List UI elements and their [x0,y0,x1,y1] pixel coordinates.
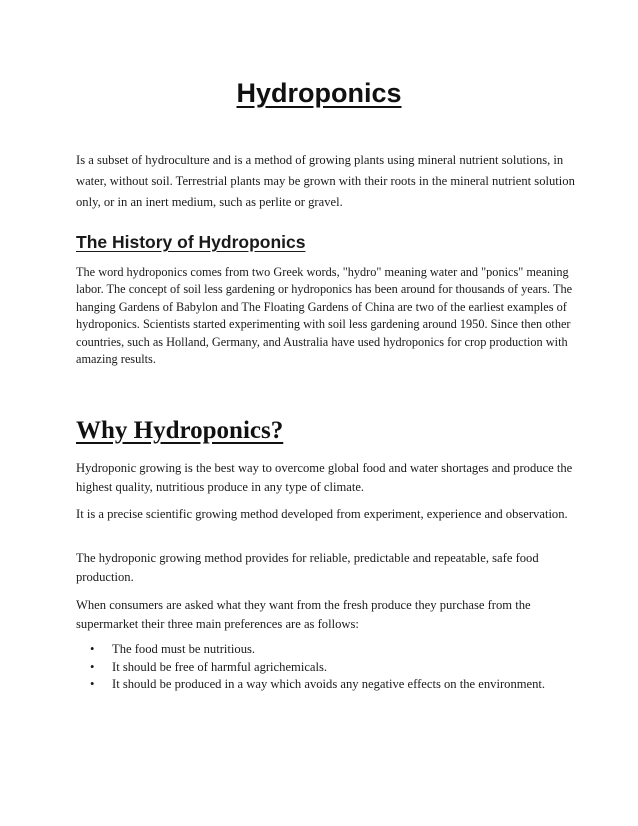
list-item [76,676,546,694]
bullet-icon: • [90,659,95,674]
list-item [76,659,546,677]
intro-paragraph: Is a subset of hydroculture and is a method of growing plants using mineral nutrient solutions, in water, without soil. Terrestrial plants may be grown with their roots in the mineral nutrient solution only, or in an inert medium, such as perlite or gravel. [76,153,575,209]
why-paragraph-4: When consumers are asked what they want from the fresh produce they purchase from the supermarket their three main preferences are as follows: [76,598,531,631]
page-title: Hydroponics [236,78,402,108]
why-paragraph-3: The hydroponic growing method provides for reliable, predictable and repeatable, safe food production. [76,551,539,584]
list-item-text: It should be free of harmful agrichemicals. [112,659,328,674]
history-paragraph: The word hydroponics comes from two Greek words, "hydro" meaning water and "ponics" meaning labor. The concept of soil less gardening or hydroponics has been around for thousands of years. The hanging Gardens of Babylon and The Floating Gardens of China are two of the earliest examples of hydroponics. Scientists started experimenting with soil less gardening around 1950. Since then other countries, such as Holland, Germany, and Australia have used hydroponics for crop production with amazing results. [76,265,573,367]
preferences-list [76,641,546,694]
bullet-icon: • [90,642,95,656]
list-item-text: It should be produced in a way which avoids any negative effects on the environment. [112,677,546,691]
why-heading: Why Hydroponics? [76,417,284,444]
list-item-text: The food must be nutritious. [112,642,256,656]
history-heading: The History of Hydroponics [76,232,306,252]
bullet-icon: • [90,677,95,691]
list-item [76,641,546,659]
why-paragraph-1: Hydroponic growing is the best way to overcome global food and water shortages and produce the highest quality, nutritious produce in any type of climate. [76,461,573,494]
why-paragraph-2: It is a precise scientific growing method developed from experiment, experience and observation. [76,507,568,521]
